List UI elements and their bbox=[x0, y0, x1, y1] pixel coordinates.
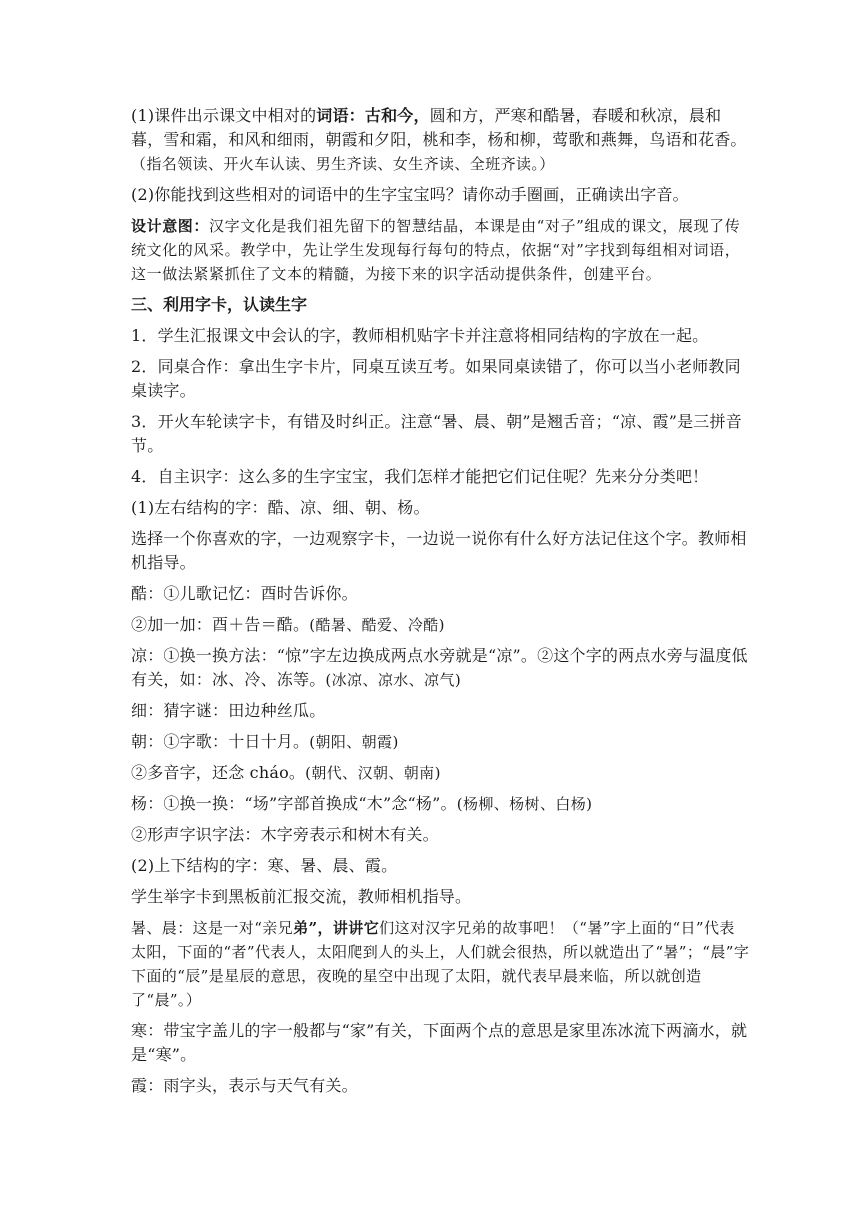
char-zhao-method-2-text: ②多音字，还念 cháo。 bbox=[131, 763, 306, 782]
step-3: 3．开火车轮读字卡，有错及时纠正。注意“暑、晨、朝”是翘舌音；“凉、霞”是三拼音节。 bbox=[131, 412, 742, 455]
top-bottom-structure-title: (2)上下结构的字：寒、暑、晨、霞。 bbox=[131, 856, 398, 875]
char-ku-method-2-text: ②加一加：酉＋告＝酷。 bbox=[131, 615, 310, 634]
char-ku-method-2 bbox=[131, 613, 750, 637]
vocab-paragraph bbox=[131, 104, 750, 176]
char-yang-method-1 bbox=[131, 792, 750, 816]
char-liang-words: (冰凉、凉水、凉气) bbox=[325, 671, 462, 689]
char-shu-chen bbox=[131, 916, 750, 1012]
char-xi: 细：猜字谜：田边种丝瓜。 bbox=[131, 701, 326, 720]
left-right-structure-title: (1)左右结构的字：酷、凉、细、朝、杨。 bbox=[131, 498, 430, 517]
char-zhao-words-2: (朝代、汉朝、朝南) bbox=[305, 764, 441, 782]
char-shu-chen-emphasis: 弟”，讲讲它 bbox=[293, 919, 380, 937]
char-liang-text: 凉：①换一换方法：“惊”字左边换成两点水旁就是“凉”。②这个字的两点水旁与温度低有关，如：冰、冷、冻等。 bbox=[131, 646, 748, 689]
design-intent-paragraph bbox=[131, 214, 750, 286]
char-shu-chen-story: 们这对汉字兄弟的故事吧！（“暑”字上面的“日”代表太阳，下面的“者”代表人，太阳爬到人的头上，人们就会很热，所以就造出了“暑”；“晨”字下面的“辰”是星辰的意思，夜晚的星空中出现了太阳，就代表早晨来临，所以就创造了“晨”。） bbox=[131, 919, 750, 1009]
vocab-lead: (1)课件出示课文中相对的 bbox=[131, 106, 317, 125]
vocab-list: 圆和方，严寒和酷暑，春暖和秋凉，晨和暮，雪和霜，和风和细雨，朝霞和夕阳，桃和李，杨和柳，莺歌和燕舞，鸟语和花香。 bbox=[131, 106, 747, 149]
design-intent-text: 汉字文化是我们祖先留下的智慧结晶，本课是由“对子”组成的课文，展现了传统文化的风采。教学中，先让学生发现每行每句的特点，依据“对”字找到每组相对词语，这一做法紧紧抓住了文本的精髓，为接下来的识字活动提供条件，创建平台。 bbox=[131, 217, 741, 283]
char-han: 寒：带宝字盖儿的字一般都与“家”有关，下面两个点的意思是家里冻冰流下两滴水，就是“寒”。 bbox=[131, 1021, 748, 1064]
char-yang-method-2: ②形声字识字法：木字旁表示和树木有关。 bbox=[131, 825, 439, 844]
char-liang bbox=[131, 644, 750, 692]
char-ku-method-1: 酷：①儿歌记忆：酉时告诉你。 bbox=[131, 584, 358, 603]
char-yang-method-1-text: 杨：①换一换：“场”字部首换成“木”念“杨”。 bbox=[131, 794, 457, 813]
vocab-emphasis: 词语：古和今， bbox=[316, 106, 430, 125]
char-zhao-method-1 bbox=[131, 730, 750, 754]
char-zhao-method-2 bbox=[131, 761, 750, 785]
char-yang-words: (杨柳、杨树、白杨) bbox=[456, 795, 593, 813]
design-intent-label: 设计意图： bbox=[131, 217, 210, 235]
left-right-intro: 选择一个你喜欢的字，一边观察字卡，一边说一说你有什么好方法记住这个字。教师相机指导。 bbox=[131, 529, 747, 572]
section-heading: 三、利用字卡，认读生字 bbox=[131, 295, 308, 314]
find-characters-paragraph: (2)你能找到这些相对的词语中的生字宝宝吗？请你动手圈画，正确读出字音。 bbox=[131, 185, 689, 204]
step-2: 2．同桌合作：拿出生字卡片，同桌互读互考。如果同桌读错了，你可以当小老师教同桌读字。 bbox=[131, 357, 741, 400]
char-ku-words: (酷暑、酷爱、冷酷) bbox=[309, 616, 445, 634]
top-bottom-intro: 学生举字卡到黑板前汇报交流，教师相机指导。 bbox=[131, 887, 472, 906]
step-1: 1．学生汇报课文中会认的字，教师相机贴字卡并注意将相同结构的字放在一起。 bbox=[131, 326, 709, 345]
vocab-reading-note: （指名领读、开火车认读、男生齐读、女生齐读、全班齐读。） bbox=[131, 155, 555, 173]
step-4: 4．自主识字：这么多的生字宝宝，我们怎样才能把它们记住呢？先来分分类吧！ bbox=[131, 467, 709, 486]
char-zhao-words-1: (朝阳、朝霞) bbox=[309, 733, 399, 751]
char-xia: 霞：雨字头，表示与天气有关。 bbox=[131, 1076, 358, 1095]
char-zhao-method-1-text: 朝：①字歌：十日十月。 bbox=[131, 732, 310, 751]
char-shu-chen-lead: 暑、晨：这是一对“亲兄 bbox=[131, 919, 294, 937]
